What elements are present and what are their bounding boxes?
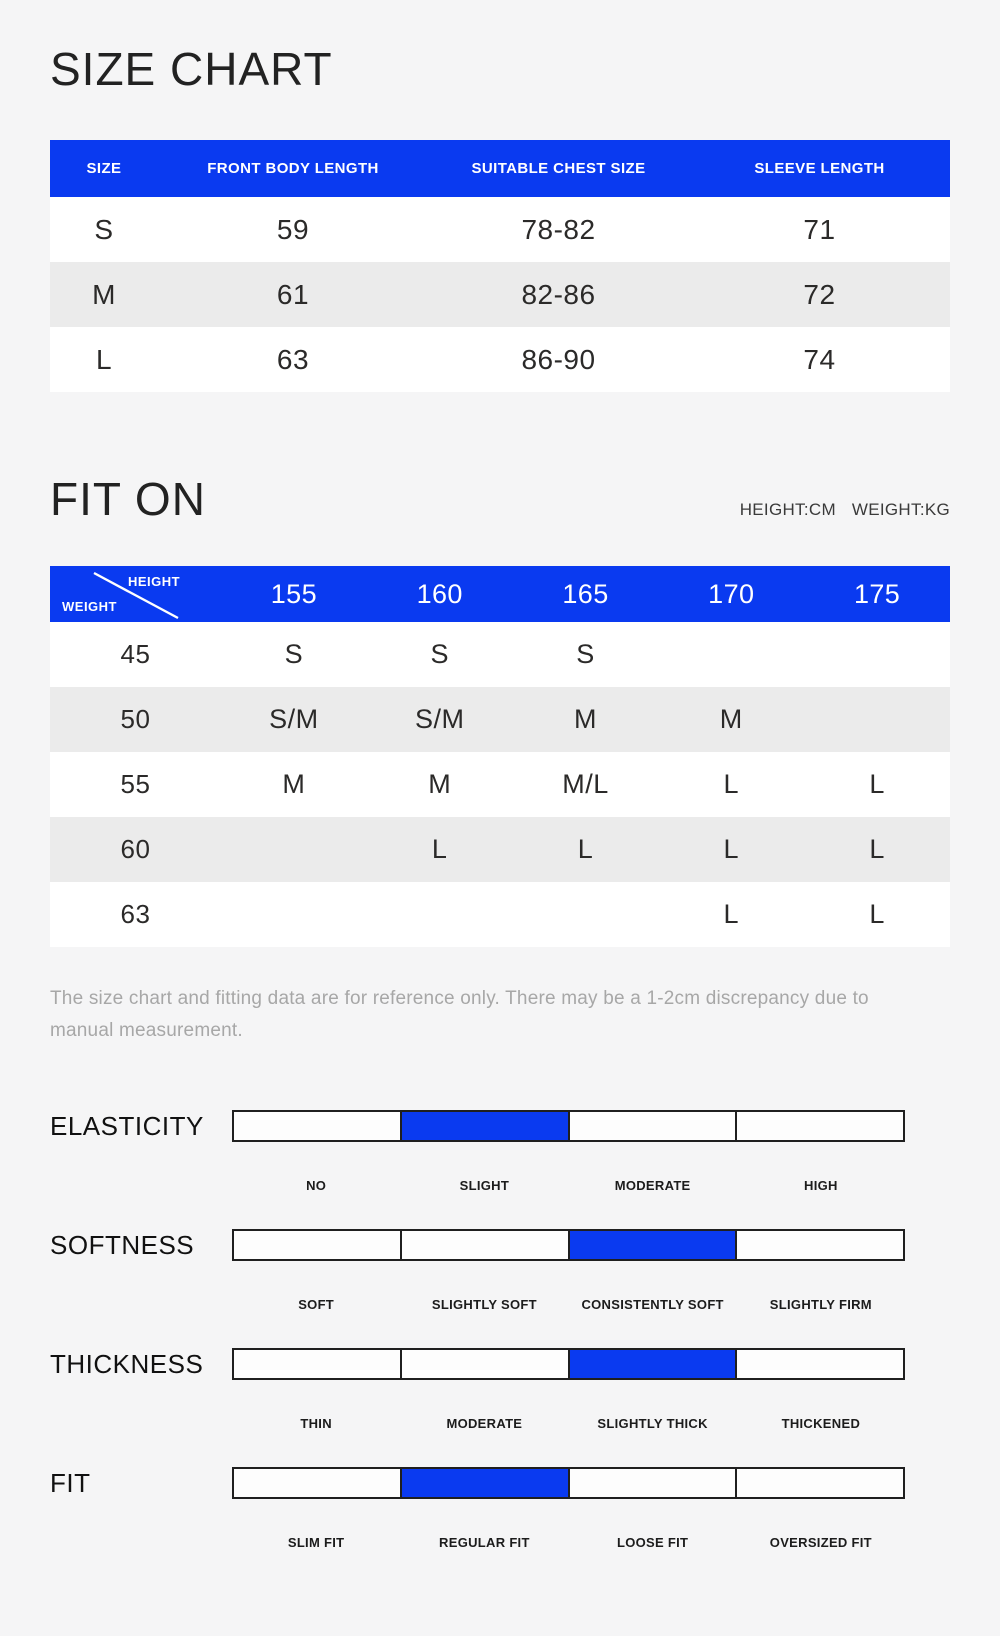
fit-cell: S bbox=[513, 622, 659, 687]
level-label: SOFT bbox=[298, 1297, 335, 1313]
weight-value: 55 bbox=[50, 752, 221, 817]
level-label: CONSISTENTLY SOFT bbox=[581, 1297, 724, 1313]
weight-value: 60 bbox=[50, 817, 221, 882]
elasticity-label: ELASTICITY bbox=[50, 1110, 204, 1141]
sleeve-length-value: 71 bbox=[689, 197, 950, 262]
bar-segment bbox=[234, 1469, 402, 1497]
fit-cell bbox=[367, 882, 513, 947]
elasticity-bar bbox=[232, 1110, 905, 1142]
bar-segment bbox=[234, 1350, 402, 1378]
softness-section bbox=[0, 1229, 1000, 1312]
bar-segment bbox=[737, 1469, 903, 1497]
level-label: NO bbox=[306, 1178, 327, 1194]
table-row-s bbox=[50, 197, 950, 262]
bar-segment bbox=[737, 1231, 903, 1259]
fit-cell: S bbox=[221, 622, 367, 687]
table-row-l bbox=[50, 327, 950, 392]
fit-row-50 bbox=[50, 687, 950, 752]
height-column-165: 165 bbox=[513, 566, 659, 622]
thickness-label: THICKNESS bbox=[50, 1348, 204, 1379]
softness-bar bbox=[232, 1229, 905, 1261]
fit-bar bbox=[232, 1467, 905, 1499]
fit-row-55 bbox=[50, 752, 950, 817]
units-note bbox=[740, 500, 950, 526]
weight-value: 50 bbox=[50, 687, 221, 752]
height-column-175: 175 bbox=[804, 566, 950, 622]
level-label: SLIGHTLY THICK bbox=[597, 1416, 708, 1432]
thickness-section bbox=[0, 1348, 1000, 1431]
level-label: THIN bbox=[300, 1416, 332, 1432]
fit-cell: L bbox=[658, 817, 804, 882]
level-label: MODERATE bbox=[446, 1416, 523, 1432]
level-label: SLIGHTLY FIRM bbox=[769, 1297, 872, 1313]
fit-cell: L bbox=[658, 752, 804, 817]
fit-cell: S bbox=[367, 622, 513, 687]
level-label: THICKENED bbox=[781, 1416, 861, 1432]
fit-cell bbox=[221, 882, 367, 947]
level-label: OVERSIZED FIT bbox=[769, 1535, 872, 1551]
level-label: LOOSE FIT bbox=[616, 1535, 689, 1551]
level-label: REGULAR FIT bbox=[439, 1535, 530, 1551]
front-body-length-value: 63 bbox=[158, 327, 428, 392]
thickness-bar bbox=[232, 1348, 905, 1380]
bar-segment bbox=[402, 1231, 570, 1259]
fit-cell: L bbox=[804, 752, 950, 817]
bar-segment bbox=[570, 1469, 738, 1497]
fit-cell: M bbox=[658, 687, 804, 752]
elasticity-section bbox=[0, 1110, 1000, 1193]
size-chart-title: SIZE CHART bbox=[50, 43, 333, 95]
fit-cell: S/M bbox=[221, 687, 367, 752]
corner-weight-label: WEIGHT bbox=[62, 599, 117, 614]
level-label: HIGH bbox=[804, 1178, 838, 1194]
weight-value: 63 bbox=[50, 882, 221, 947]
fit-row-45 bbox=[50, 622, 950, 687]
size-value: S bbox=[50, 197, 158, 262]
softness-levels bbox=[232, 1297, 905, 1312]
thickness-levels bbox=[232, 1416, 905, 1431]
size-value: L bbox=[50, 327, 158, 392]
table-row-m bbox=[50, 262, 950, 327]
weight-unit-label: WEIGHT:KG bbox=[851, 500, 950, 519]
bar-segment bbox=[234, 1112, 402, 1140]
front-body-length-value: 61 bbox=[158, 262, 428, 327]
col-header-front-body-length: FRONT BODY LENGTH bbox=[158, 140, 428, 197]
fit-on-header bbox=[50, 472, 950, 526]
fit-levels bbox=[232, 1535, 905, 1550]
bar-segment bbox=[570, 1112, 738, 1140]
level-label: SLIGHT bbox=[459, 1178, 510, 1194]
bar-segment bbox=[402, 1112, 570, 1140]
chest-size-value: 86-90 bbox=[428, 327, 689, 392]
bar-segment bbox=[402, 1350, 570, 1378]
fit-on-table bbox=[50, 566, 950, 947]
size-chart-table bbox=[50, 140, 950, 392]
fit-label: FIT bbox=[50, 1467, 91, 1498]
fabric-attributes-section bbox=[0, 1110, 1000, 1550]
fit-table-header-row bbox=[50, 566, 950, 622]
fit-section bbox=[0, 1467, 1000, 1550]
bar-segment bbox=[570, 1231, 738, 1259]
level-label: SLIM FIT bbox=[287, 1535, 345, 1551]
col-header-suitable-chest-size: SUITABLE CHEST SIZE bbox=[428, 140, 689, 197]
col-header-sleeve-length: SLEEVE LENGTH bbox=[689, 140, 950, 197]
chest-size-value: 82-86 bbox=[428, 262, 689, 327]
elasticity-levels bbox=[232, 1178, 905, 1193]
height-column-160: 160 bbox=[367, 566, 513, 622]
fit-cell: L bbox=[804, 882, 950, 947]
col-header-size: SIZE bbox=[50, 140, 158, 197]
level-label: MODERATE bbox=[614, 1178, 691, 1194]
fit-cell: L bbox=[367, 817, 513, 882]
level-label: SLIGHTLY SOFT bbox=[431, 1297, 537, 1313]
bar-segment bbox=[234, 1231, 402, 1259]
fit-cell: M bbox=[513, 687, 659, 752]
fit-row-63 bbox=[50, 882, 950, 947]
height-column-155: 155 bbox=[221, 566, 367, 622]
bar-segment bbox=[737, 1350, 903, 1378]
fit-cell bbox=[513, 882, 659, 947]
fit-cell: L bbox=[513, 817, 659, 882]
fit-cell: L bbox=[804, 817, 950, 882]
softness-label: SOFTNESS bbox=[50, 1229, 195, 1260]
fit-cell: M bbox=[367, 752, 513, 817]
weight-value: 45 bbox=[50, 622, 221, 687]
sleeve-length-value: 72 bbox=[689, 262, 950, 327]
fit-cell: M/L bbox=[513, 752, 659, 817]
fit-cell bbox=[221, 817, 367, 882]
fit-row-60 bbox=[50, 817, 950, 882]
height-weight-corner-cell bbox=[50, 566, 221, 622]
fit-cell: S/M bbox=[367, 687, 513, 752]
size-chart-header-row bbox=[50, 140, 950, 197]
chest-size-value: 78-82 bbox=[428, 197, 689, 262]
fit-cell bbox=[804, 687, 950, 752]
sleeve-length-value: 74 bbox=[689, 327, 950, 392]
front-body-length-value: 59 bbox=[158, 197, 428, 262]
fit-cell: M bbox=[221, 752, 367, 817]
bar-segment bbox=[402, 1469, 570, 1497]
height-column-170: 170 bbox=[658, 566, 804, 622]
fit-cell: L bbox=[658, 882, 804, 947]
bar-segment bbox=[570, 1350, 738, 1378]
bar-segment bbox=[737, 1112, 903, 1140]
height-unit-label: HEIGHT:CM bbox=[739, 500, 836, 519]
size-value: M bbox=[50, 262, 158, 327]
fit-cell bbox=[658, 622, 804, 687]
corner-height-label: HEIGHT bbox=[128, 574, 181, 589]
fit-on-title: FIT ON bbox=[50, 473, 206, 525]
measurement-disclaimer: The size chart and fitting data are for reference only. There may be a 1-2cm discrepancy due to manual measurement. bbox=[50, 988, 869, 1041]
fit-cell bbox=[804, 622, 950, 687]
